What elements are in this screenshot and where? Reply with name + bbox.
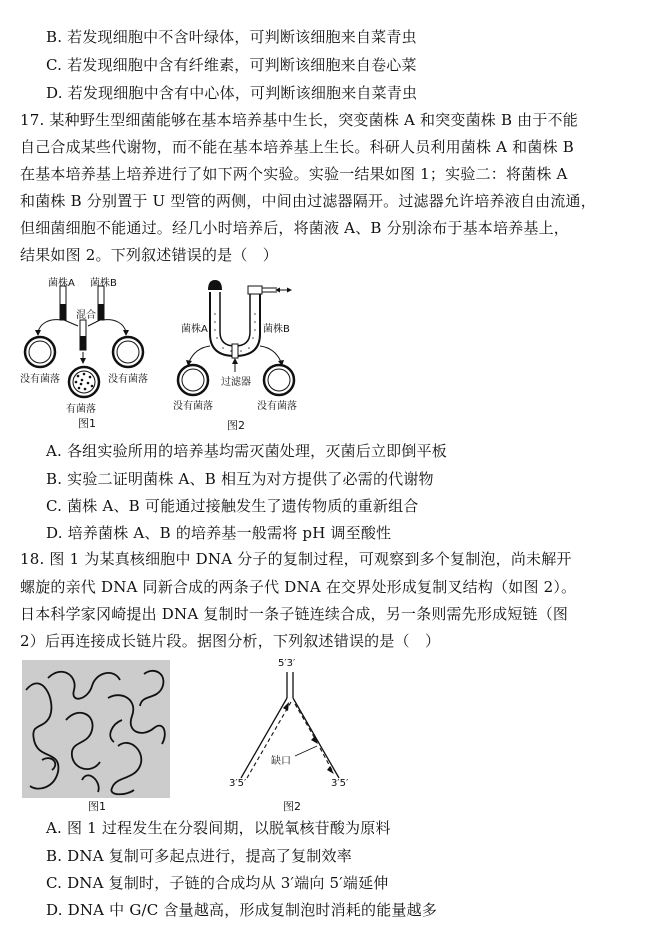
fork-bottom-right-label: 3′5′ [331, 778, 349, 789]
q18-line-2: 螺旋的亲代 DNA 同新合成的两条子代 DNA 在交界处形成复制叉结构（如图 2）。 [20, 578, 577, 596]
q17-figure-1 [18, 270, 178, 430]
q17-line-6: 结果如图 2。下列叙述错误的是（ ） [20, 246, 278, 264]
fig2-no-colony-left: 没有菌落 [173, 401, 213, 412]
q18-option-a: A. 图 1 过程发生在分裂间期，以脱氧核苷酸为原料 [46, 819, 391, 837]
q18-option-d: D. DNA 中 G/C 含量越高，形成复制泡时消耗的能量越多 [46, 901, 438, 919]
fig1-no-colony-left: 没有菌落 [20, 374, 60, 385]
q18-figure-1 [22, 660, 170, 813]
q17-option-a: A. 各组实验所用的培养基均需灭菌处理，灭菌后立即倒平板 [46, 442, 447, 460]
q17-option-c: C. 菌株 A、B 可能通过接触发生了遗传物质的重新组合 [46, 497, 419, 515]
q18-line-4: 2）后再连接成长链片段。据图分析，下列叙述错误的是（ ） [20, 632, 441, 650]
q17-option-d: D. 培养菌株 A、B 的培养基一般需将 pH 调至酸性 [46, 524, 392, 542]
option-c-prev: C. 若发现细胞中含有纤维素，可判断该细胞来自卷心菜 [46, 56, 417, 74]
fork-top-label: 5′3′ [278, 658, 296, 669]
q17-line-4: 和菌株 B 分别置于 U 型管的两侧，中间由过滤器隔开。过滤器允许培养液自由流通， [20, 192, 596, 210]
fig2-caption: 图2 [227, 419, 245, 432]
fork-bottom-left-label: 3′5′ [229, 778, 247, 789]
fork-gap-label: 缺口 [271, 756, 291, 767]
fig1-mix-label: 混合 [76, 310, 96, 321]
fig1-strain-a-label: 菌株A [48, 278, 75, 289]
q17-option-b: B. 实验二证明菌株 A、B 相互为对方提供了必需的代谢物 [46, 470, 434, 488]
fig1-no-colony-right: 没有菌落 [108, 374, 148, 385]
q18-fig1-caption: 图1 [88, 800, 106, 813]
fig1-strain-b-label: 菌株B [90, 278, 117, 289]
q17-line-1: 17. 某种野生型细菌能够在基本培养基中生长，突变菌株 A 和突变菌株 B 由于不能 [20, 111, 578, 129]
q17-line-3: 在基本培养基上培养进行了如下两个实验。实验一结果如图 1；实验二：将菌株 A [20, 165, 568, 183]
bacteria-mix-diagram [18, 270, 178, 430]
fig2-filter-label: 过滤器 [221, 377, 251, 388]
replication-bubbles-micrograph [22, 660, 170, 798]
option-b-prev: B. 若发现细胞中不含叶绿体，可判断该细胞来自菜青虫 [46, 28, 417, 46]
q17-figure-2 [165, 272, 315, 432]
q17-line-5: 但细菌细胞不能通过。经几小时培养后，将菌液 A、B 分别涂布于基本培养基上， [20, 219, 569, 237]
fig2-strain-a-label: 菌株A [181, 324, 208, 335]
q18-option-c: C. DNA 复制时，子链的合成均从 3′端向 5′端延伸 [46, 874, 389, 892]
q18-fig2-caption: 图2 [283, 800, 301, 813]
fig2-strain-b-label: 菌株B [263, 324, 290, 335]
q18-line-3: 日本科学家冈崎提出 DNA 复制时一条子链连续合成，另一条则需先形成短链（图 [20, 605, 569, 623]
fig2-no-colony-right: 没有菌落 [257, 401, 297, 412]
option-d-prev: D. 若发现细胞中含有中心体，可判断该细胞来自菜青虫 [46, 84, 418, 102]
q18-figure-2 [225, 658, 365, 813]
q18-line-1: 18. 图 1 为某真核细胞中 DNA 分子的复制过程，可观察到多个复制泡，尚未解开 [20, 550, 572, 568]
q18-option-b: B. DNA 复制可多起点进行，提高了复制效率 [46, 847, 352, 865]
fig1-has-colony: 有菌落 [66, 404, 96, 415]
q17-line-2: 自己合成某些代谢物，而不能在基本培养基上生长。科研人员利用菌株 A 和菌株 B [20, 138, 574, 156]
fig1-caption: 图1 [78, 417, 96, 430]
